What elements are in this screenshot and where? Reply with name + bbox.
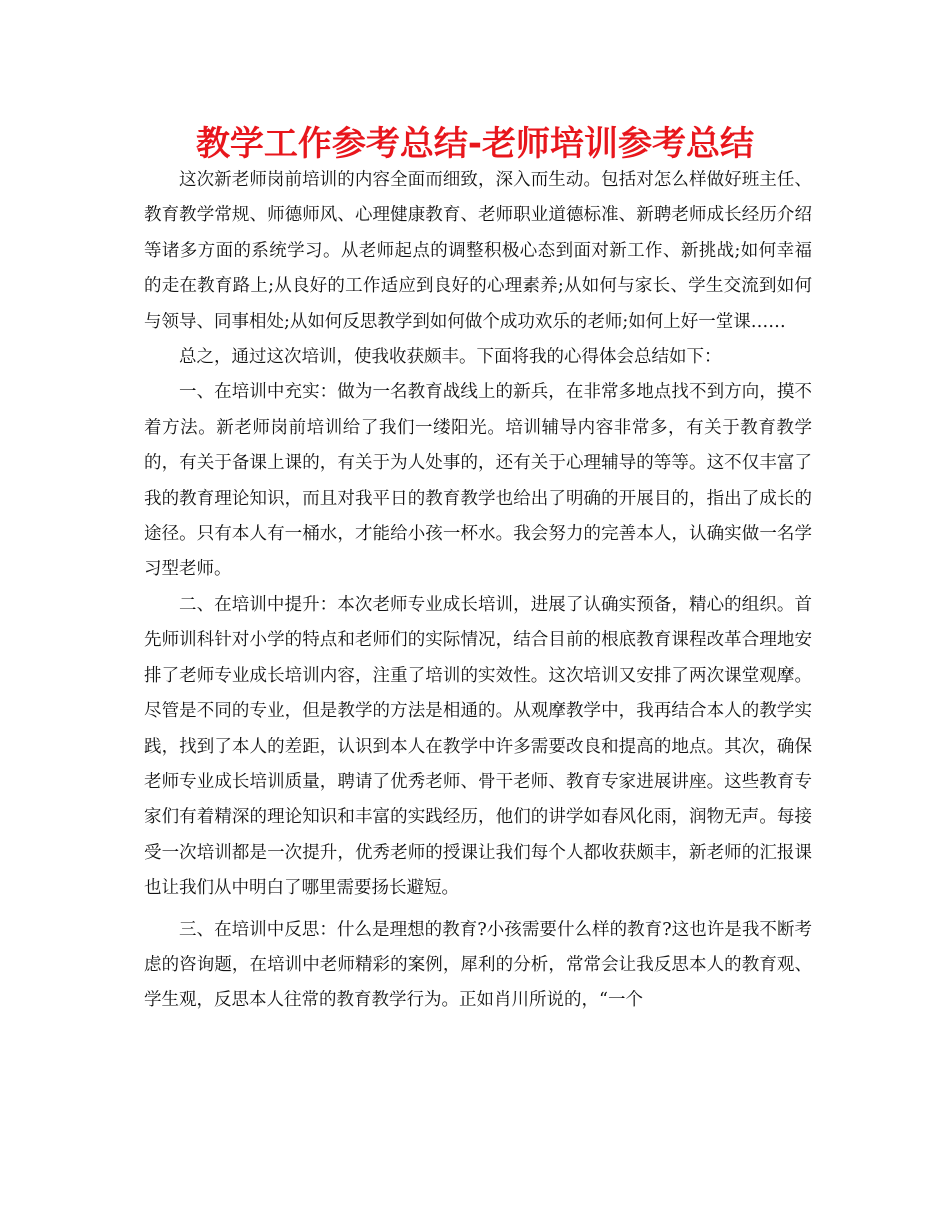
paragraph-intro: 这次新老师岗前培训的内容全面而细致，深入而生动。包括对怎么样做好班主任、教育教学常规、师德师风、心理健康教育、老师职业道德标准、新聘老师成长经历介绍等诸多方面的系统学习。从老师起点的调整积极心态到面对新工作、新挑战;如何幸福的走在教育路上;从良好的工作适应到良好的心理素养;从如何与家长、学生交流到如何与领导、同事相处;从如何反思教学到如何做个成功欢乐的老师;如何上好一堂课…… (144, 170, 812, 332)
paragraph-section-2: 二、在培训中提升：本次老师专业成长培训，进展了认确实预备，精心的组织。首先师训科针对小学的特点和老师们的实际情况，结合目前的根底教育课程改革合理地安排了老师专业成长培训内容，注重了培训的实效性。这次培训又安排了两次课堂观摩。尽管是不同的专业，但是教学的方法是相通的。从观摩教学中，我再结合本人的教学实践，找到了本人的差距，认识到本人在教学中许多需要改良和提高的地点。其次，确保老师专业成长培训质量，聘请了优秀老师、骨干老师、教育专家进展讲座。这些教育专家们有着精深的理论知识和丰富的实践经历，他们的讲学如春风化雨，润物无声。每接受一次培训都是一次提升，优秀老师的授课让我们每个人都收获颇丰，新老师的汇报课也让我们从中明白了哪里需要扬长避短。 (144, 594, 812, 899)
paragraph-section-3: 三、在培训中反思：什么是理想的教育?小孩需要什么样的教育?这也许是我不断考虑的咨询题，在培训中老师精彩的案例，犀利的分析，常常会让我反思本人的教育观、学生观，反思本人往常的教育教学行为。正如肖川所说的，“一个 (144, 919, 812, 1011)
document-body (144, 163, 812, 1019)
paragraph-section-1: 一、在培训中充实：做为一名教育战线上的新兵，在非常多地点找不到方向，摸不着方法。新老师岗前培训给了我们一缕阳光。培训辅导内容非常多，有关于教育教学的，有关于备课上课的，有关于为人处事的，还有关于心理辅导的等等。这不仅丰富了我的教育理论知识，而且对我平日的教育教学也给出了明确的开展目的，指出了成长的途径。只有本人有一桶水，才能给小孩一杯水。我会努力的完善本人，认确实做一名学习型老师。 (144, 382, 812, 580)
paragraph-summary: 总之，通过这次培训，使我收获颇丰。下面将我的心得体会总结如下： (179, 347, 722, 368)
document-title: 教学工作参考总结-老师培训参考总结 (195, 124, 755, 164)
